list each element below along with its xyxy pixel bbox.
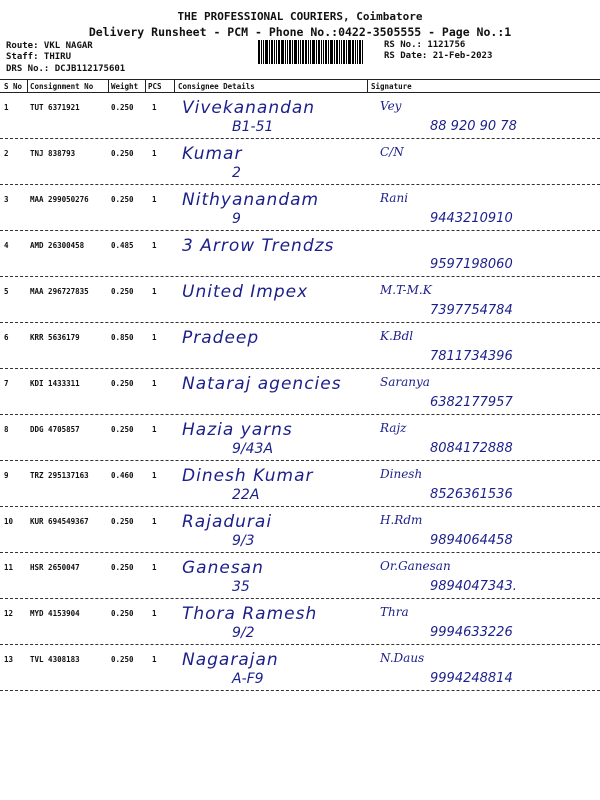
row-consignee-address: 9/3 — [232, 533, 255, 549]
row-weight: 0.250 — [111, 563, 134, 572]
row-consignee-name: Ganesan — [182, 558, 264, 578]
row-separator — [0, 322, 600, 323]
row-sno: 10 — [4, 517, 14, 526]
row-separator — [0, 138, 600, 139]
row-sno: 4 — [4, 241, 9, 250]
row-pcs: 1 — [152, 563, 157, 572]
row-separator — [0, 460, 600, 461]
row-separator — [0, 276, 600, 277]
row-separator — [0, 368, 600, 369]
row-phone: 88 920 90 78 — [430, 119, 517, 134]
row-weight: 0.250 — [111, 517, 134, 526]
row-phone: 9894047343. — [430, 579, 517, 594]
route-label: Route: VKL NAGAR — [6, 41, 93, 51]
row-phone: 9894064458 — [430, 533, 513, 548]
row-weight: 0.250 — [111, 425, 134, 434]
row-pcs: 1 — [152, 241, 157, 250]
row-consignee-name: 3 Arrow Trendzs — [182, 236, 335, 256]
row-consignee-name: Thora Ramesh — [182, 604, 318, 624]
row-sno: 7 — [4, 379, 9, 388]
row-phone: 6382177957 — [430, 395, 513, 410]
drs-number: DRS No.: DCJB112175601 — [6, 64, 126, 74]
row-phone: 9994248814 — [430, 671, 513, 686]
row-consignee-name: Kumar — [182, 144, 243, 164]
row-separator — [0, 506, 600, 507]
row-consignee-name: Pradeep — [182, 328, 260, 348]
runsheet-subtitle: Delivery Runsheet - PCM - Phone No.:0422-3505555 - Page No.:1 — [88, 25, 512, 39]
row-weight: 0.250 — [111, 287, 134, 296]
row-phone: 9443210910 — [430, 211, 513, 226]
row-signature: Thra — [380, 605, 409, 619]
row-separator — [0, 414, 600, 415]
row-consignee-address: 2 — [232, 165, 241, 181]
row-consignee-name: Rajadurai — [182, 512, 273, 532]
header-bottom-rule — [0, 92, 600, 93]
row-consignee-address: A-F9 — [232, 671, 264, 687]
row-signature: C/N — [380, 145, 404, 159]
row-consignee-address: 9 — [232, 211, 241, 227]
col-divider — [108, 80, 109, 92]
row-phone: 8526361536 — [430, 487, 513, 502]
row-pcs: 1 — [152, 655, 157, 664]
row-sno: 9 — [4, 471, 9, 480]
row-consignee-address: 22A — [232, 487, 260, 503]
row-consignment-no: TRZ 295137163 — [30, 471, 89, 480]
row-pcs: 1 — [152, 609, 157, 618]
row-consignee-address: 9/2 — [232, 625, 255, 641]
col-divider — [367, 80, 368, 92]
row-pcs: 1 — [152, 379, 157, 388]
row-consignment-no: MAA 299050276 — [30, 195, 89, 204]
row-consignee-name: Hazia yarns — [182, 420, 293, 440]
row-pcs: 1 — [152, 195, 157, 204]
row-separator — [0, 552, 600, 553]
row-consignee-name: Vivekanandan — [182, 98, 316, 118]
row-consignee-name: Dinesh Kumar — [182, 466, 314, 486]
row-separator — [0, 184, 600, 185]
row-signature: Or.Ganesan — [380, 559, 451, 573]
row-phone: 9597198060 — [430, 257, 513, 272]
row-weight: 0.250 — [111, 609, 134, 618]
col-divider — [174, 80, 175, 92]
row-consignment-no: DDG 4705857 — [30, 425, 80, 434]
row-sno: 11 — [4, 563, 14, 572]
row-phone: 7397754784 — [430, 303, 513, 318]
row-consignment-no: AMD 26300458 — [30, 241, 85, 250]
row-consignee-address: 9/43A — [232, 441, 274, 457]
rs-date: RS Date: 21-Feb-2023 — [384, 51, 493, 61]
row-phone: 7811734396 — [430, 349, 513, 364]
row-sno: 13 — [4, 655, 14, 664]
row-pcs: 1 — [152, 103, 157, 112]
row-consignment-no: MAA 296727835 — [30, 287, 89, 296]
row-signature: K.Bdl — [380, 329, 414, 343]
row-consignment-no: KUR 694549367 — [30, 517, 89, 526]
company-title: THE PROFESSIONAL COURIERS, Coimbatore — [177, 10, 423, 23]
row-weight: 0.250 — [111, 149, 134, 158]
row-consignment-no: TVL 4308183 — [30, 655, 80, 664]
row-consignee-address: B1-51 — [232, 119, 274, 135]
row-consignee-name: Nataraj agencies — [182, 374, 342, 394]
row-weight: 0.460 — [111, 471, 134, 480]
row-weight: 0.250 — [111, 103, 134, 112]
row-pcs: 1 — [152, 517, 157, 526]
row-signature: Vey — [380, 99, 402, 113]
row-sno: 2 — [4, 149, 9, 158]
row-pcs: 1 — [152, 333, 157, 342]
row-separator — [0, 230, 600, 231]
row-consignee-name: Nithyanandam — [182, 190, 320, 210]
row-weight: 0.850 — [111, 333, 134, 342]
row-consignment-no: KDI 1433311 — [30, 379, 80, 388]
row-pcs: 1 — [152, 471, 157, 480]
row-consignment-no: KRR 5636179 — [30, 333, 80, 342]
row-pcs: 1 — [152, 287, 157, 296]
row-consignment-no: TNJ 838793 — [30, 149, 76, 158]
row-separator — [0, 644, 600, 645]
row-signature: H.Rdm — [380, 513, 423, 527]
col-header-sno: S No — [4, 82, 23, 91]
row-sno: 5 — [4, 287, 9, 296]
col-header-weight: Weight — [111, 82, 139, 91]
row-signature: Dinesh — [380, 467, 423, 481]
row-separator — [0, 598, 600, 599]
row-phone: 8084172888 — [430, 441, 513, 456]
row-signature: M.T-M.K — [380, 283, 432, 297]
row-pcs: 1 — [152, 425, 157, 434]
row-weight: 0.485 — [111, 241, 134, 250]
row-pcs: 1 — [152, 149, 157, 158]
row-consignment-no: HSR 2650047 — [30, 563, 80, 572]
col-header-consignment: Consignment No — [30, 82, 94, 91]
row-sno: 3 — [4, 195, 9, 204]
header-top-rule — [0, 79, 600, 80]
row-sno: 1 — [4, 103, 9, 112]
row-signature: Rajz — [380, 421, 407, 435]
staff-label: Staff: THIRU — [6, 52, 72, 62]
row-signature: Rani — [380, 191, 409, 205]
row-sno: 12 — [4, 609, 14, 618]
row-signature: Saranya — [380, 375, 430, 389]
row-consignee-name: Nagarajan — [182, 650, 279, 670]
row-separator — [0, 690, 600, 691]
row-consignee-address: 35 — [232, 579, 250, 595]
col-header-pcs: PCS — [148, 82, 162, 91]
row-signature: N.Daus — [380, 651, 425, 665]
row-weight: 0.250 — [111, 195, 134, 204]
barcode-icon — [258, 40, 370, 64]
row-weight: 0.250 — [111, 379, 134, 388]
col-header-consignee: Consignee Details — [178, 82, 255, 91]
col-divider — [145, 80, 146, 92]
rs-number: RS No.: 1121756 — [384, 40, 466, 50]
row-consignee-name: United Impex — [182, 282, 309, 302]
row-consignment-no: MYD 4153904 — [30, 609, 80, 618]
row-consignment-no: TUT 6371921 — [30, 103, 80, 112]
col-divider — [27, 80, 28, 92]
row-phone: 9994633226 — [430, 625, 513, 640]
row-weight: 0.250 — [111, 655, 134, 664]
col-header-signature: Signature — [371, 82, 412, 91]
row-sno: 6 — [4, 333, 9, 342]
row-sno: 8 — [4, 425, 9, 434]
